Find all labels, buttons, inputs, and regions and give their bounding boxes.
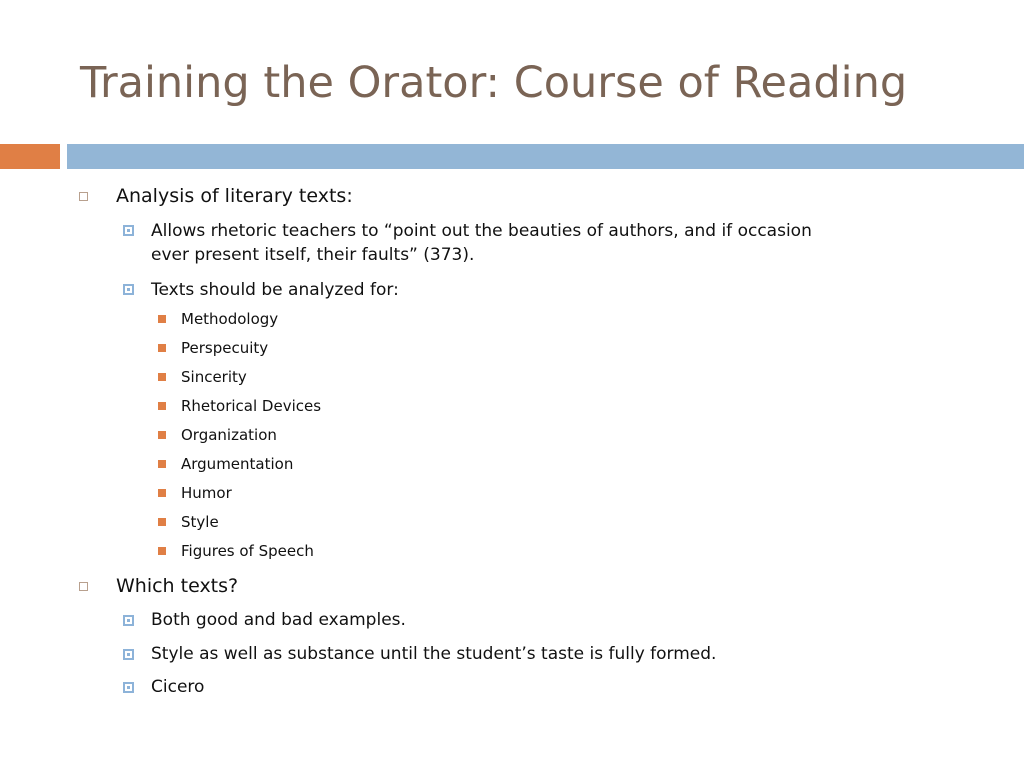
- list-item: Both good and bad examples.: [151, 610, 406, 630]
- list-item: Sincerity: [181, 368, 247, 386]
- list-item: Figures of Speech: [181, 542, 314, 560]
- list-item: Cicero: [151, 677, 205, 697]
- filled-square-bullet-icon: [158, 402, 166, 410]
- section-heading: Which texts?: [116, 575, 239, 597]
- list-item: Rhetorical Devices: [181, 397, 322, 415]
- filled-square-bullet-icon: [158, 489, 166, 497]
- list-item-continuation: ever present itself, their faults” (373).: [151, 245, 475, 265]
- square-bullet-icon: [123, 284, 134, 295]
- list-item: Perspecuity: [181, 339, 269, 357]
- square-bullet-icon: [79, 582, 88, 591]
- square-bullet-icon: [123, 225, 134, 236]
- filled-square-bullet-icon: [158, 315, 166, 323]
- section-heading: Analysis of literary texts:: [116, 185, 353, 207]
- list-item: Style as well as substance until the student’s taste is fully formed.: [151, 644, 717, 664]
- square-bullet-icon: [123, 615, 134, 626]
- slide-title: Training the Orator: Course of Reading: [80, 58, 908, 108]
- square-bullet-icon: [123, 649, 134, 660]
- list-item: Organization: [181, 426, 277, 444]
- list-item: Methodology: [181, 310, 279, 328]
- square-bullet-icon: [79, 192, 88, 201]
- filled-square-bullet-icon: [158, 547, 166, 555]
- filled-square-bullet-icon: [158, 460, 166, 468]
- list-item: Argumentation: [181, 455, 294, 473]
- filled-square-bullet-icon: [158, 344, 166, 352]
- list-item: Texts should be analyzed for:: [151, 280, 399, 300]
- filled-square-bullet-icon: [158, 373, 166, 381]
- list-item: Allows rhetoric teachers to “point out the beauties of authors, and if occasion: [151, 221, 812, 241]
- filled-square-bullet-icon: [158, 431, 166, 439]
- filled-square-bullet-icon: [158, 518, 166, 526]
- list-item: Humor: [181, 484, 232, 502]
- list-item: Style: [181, 513, 219, 531]
- square-bullet-icon: [123, 682, 134, 693]
